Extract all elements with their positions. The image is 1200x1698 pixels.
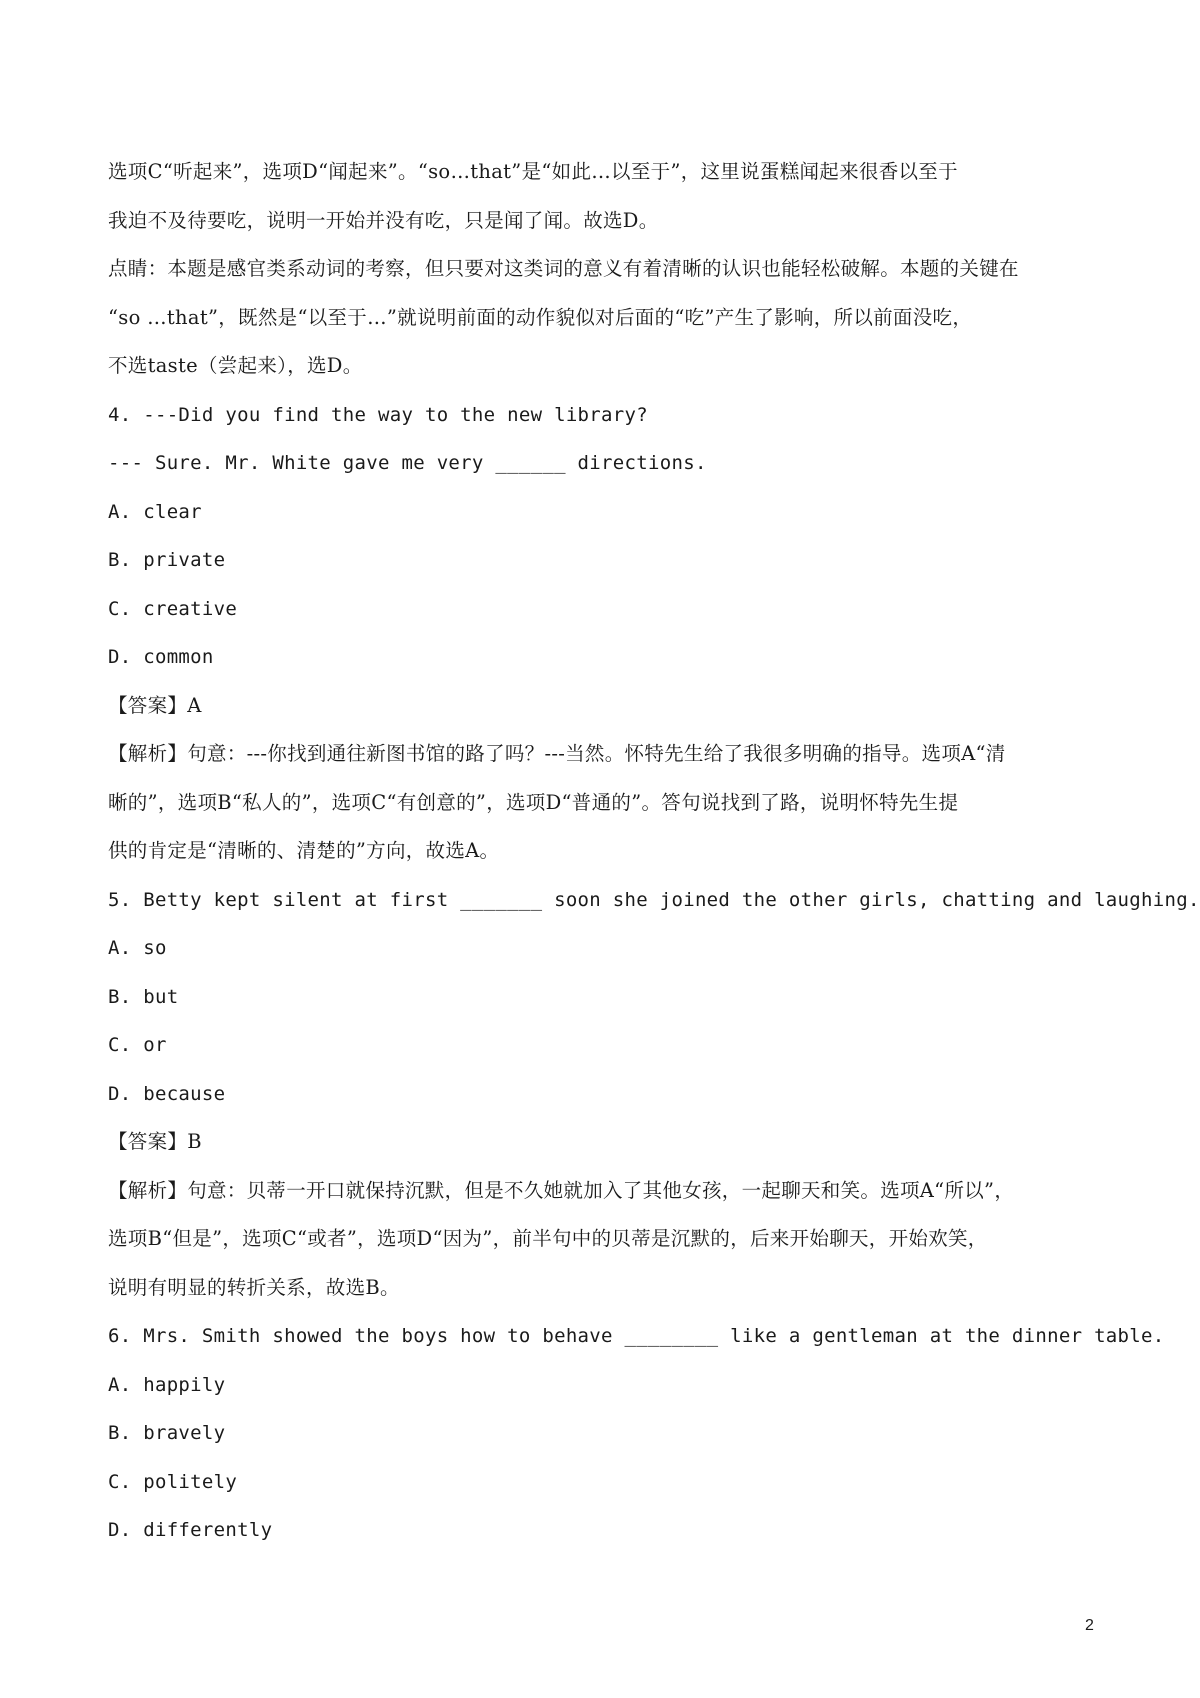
option-b: B. but: [108, 985, 179, 1008]
explanation-line: 供的肯定是“清晰的、清楚的”方向，故选A。: [108, 839, 500, 862]
text-line: 点睛：本题是感官类系动词的考察，但只要对这类词的意义有着清晰的认识也能轻松破解。本题的关键在: [108, 257, 1019, 280]
option-b: B. private: [108, 549, 226, 571]
option-d: D. because: [108, 1082, 226, 1105]
question-4-stem: 4. ---Did you find the way to the new library?: [108, 403, 648, 426]
answer-label: 【答案】A: [108, 693, 202, 717]
text-line: 我迫不及待要吃，说明一开始并没有吃，只是闻了闻。故选D。: [108, 208, 659, 232]
option-d: D. differently: [108, 1519, 273, 1541]
explanation-line: 晰的”，选项B“私人的”，选项C“有创意的”，选项D“普通的”。答句说找到了路，说明怀特先生提: [108, 790, 959, 814]
text-line: 选项C“听起来”，选项D“闻起来”。“so…that”是“如此…以至于”，这里说蛋糕闻起来很香以至于: [108, 160, 958, 183]
option-d: D. common: [108, 646, 214, 668]
option-a: A. so: [108, 937, 167, 959]
question-5-stem: 5. Betty kept silent at first _______ soon she joined the other girls, chatting and laughing.: [108, 888, 1200, 911]
text-line: “so …that”，既然是“以至于…”就说明前面的动作貌似对后面的“吃”产生了影响，所以前面没吃，: [108, 305, 973, 329]
option-a: A. clear: [108, 500, 202, 523]
explanation-line: 【解析】句意：贝蒂一开口就保持沉默，但是不久她就加入了其他女孩，一起聊天和笑。选项A“所以”，: [108, 1178, 1015, 1202]
option-b: B. bravely: [108, 1422, 226, 1444]
explanation-line: 选项B“但是”，选项C“或者”，选项D“因为”，前半句中的贝蒂是沉默的，后来开始聊天，开始欢笑，: [108, 1227, 988, 1250]
explanation-line: 说明有明显的转折关系，故选B。: [108, 1275, 400, 1299]
option-c: C. politely: [108, 1470, 238, 1493]
option-a: A. happily: [108, 1373, 226, 1396]
page-number: 2: [1085, 1617, 1094, 1634]
option-c: C. creative: [108, 597, 238, 620]
question-6-stem: 6. Mrs. Smith showed the boys how to behave ________ like a gentleman at the dinner table.: [108, 1325, 1165, 1347]
option-c: C. or: [108, 1034, 167, 1056]
explanation-line: 【解析】句意：---你找到通往新图书馆的路了吗？---当然。怀特先生给了我很多明确的指导。选项A“清: [108, 742, 1006, 765]
document-body: [108, 148, 1200, 1555]
answer-label: 【答案】B: [108, 1130, 202, 1153]
question-4-response: --- Sure. Mr. White gave me very ______ directions.: [108, 452, 707, 474]
text-line: 不选taste（尝起来），选D。: [108, 354, 363, 377]
